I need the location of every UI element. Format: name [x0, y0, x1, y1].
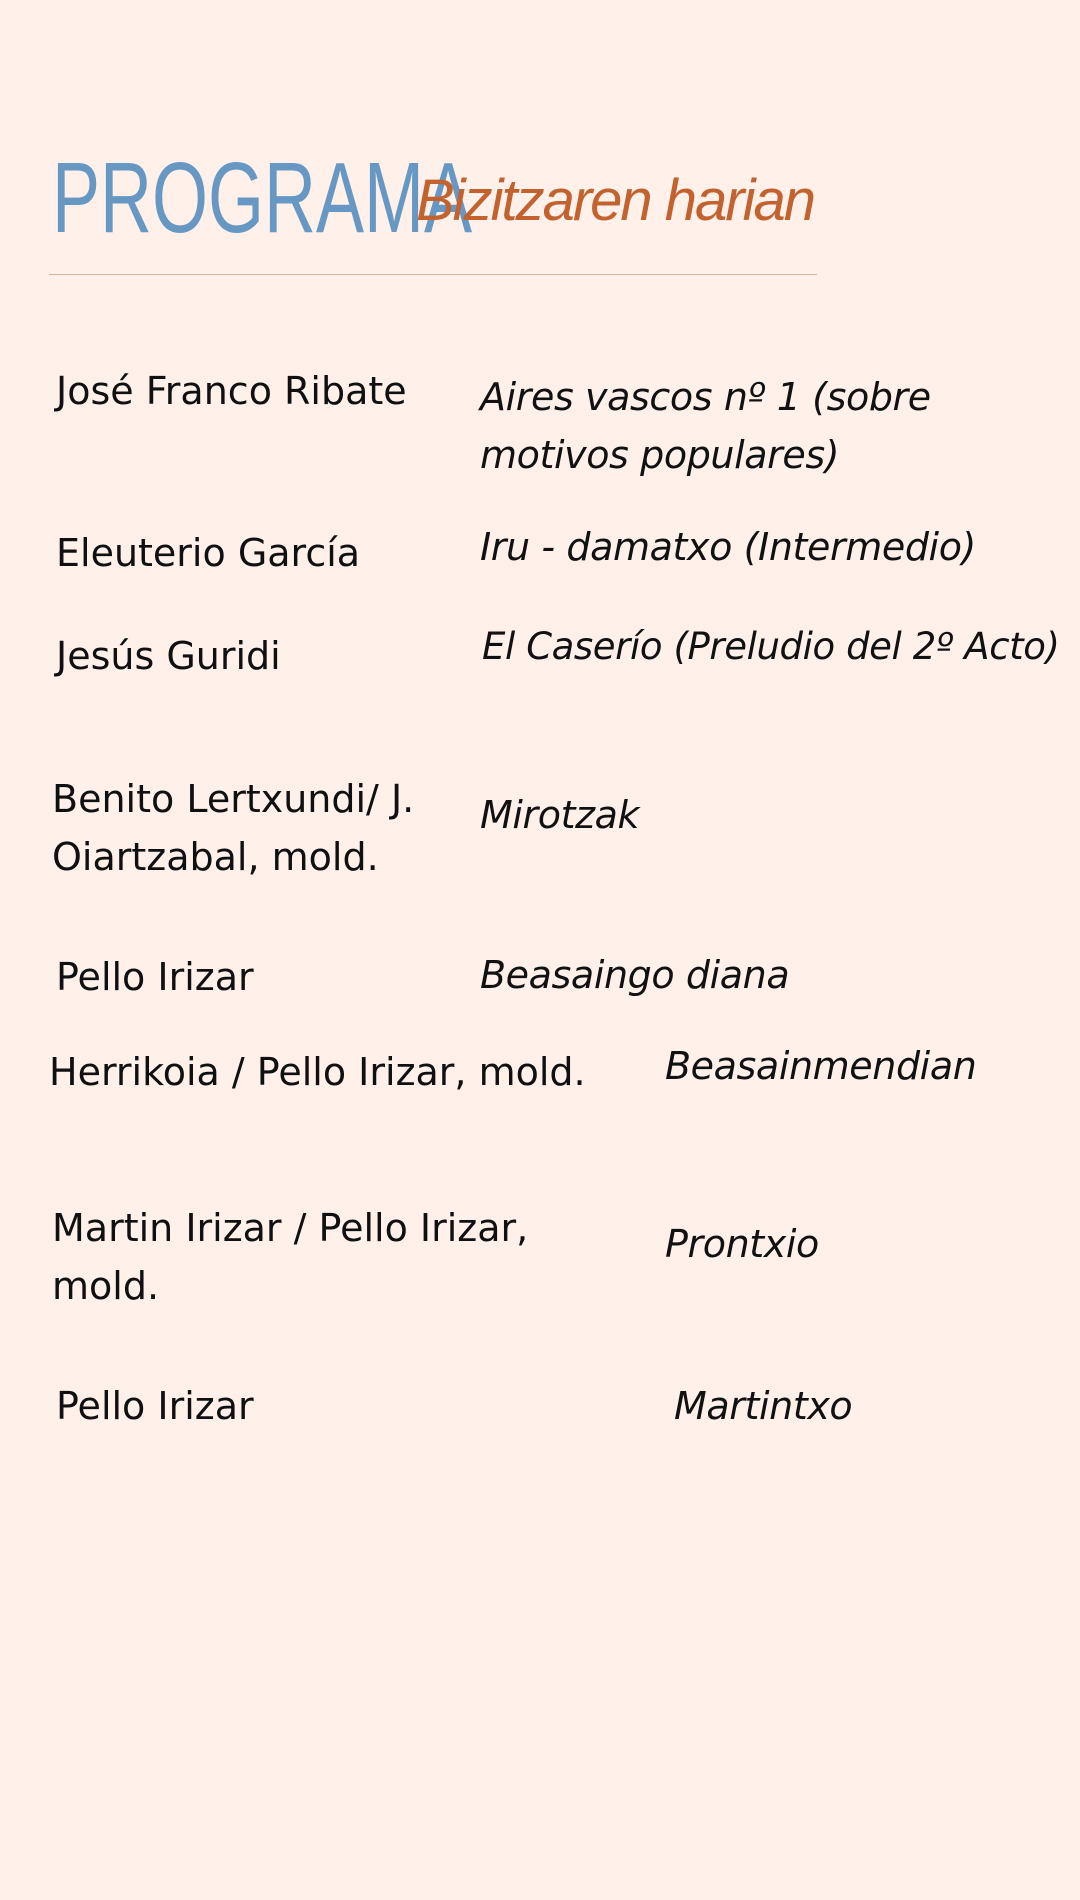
program-item-2-work: Iru - damatxo (Intermedio) [480, 525, 976, 569]
program-item-3-composer: Jesús Guridi [56, 634, 281, 678]
program-item-8-work: Martintxo [674, 1384, 853, 1428]
program-item-5-composer: Pello Irizar [56, 955, 254, 999]
program-item-1-composer: José Franco Ribate [56, 369, 407, 413]
program-item-4-work: Mirotzak [480, 793, 640, 837]
program-item-7-composer: Martin Irizar / Pello Irizar, mold. [52, 1206, 529, 1308]
program-subtitle: Bizitzaren harian [416, 168, 814, 233]
program-item-4-composer: Benito Lertxundi/ J. Oiartzabal, mold. [52, 777, 415, 879]
title-divider [49, 274, 817, 275]
program-item-2-composer: Eleuterio García [56, 531, 361, 575]
program-item-6-composer: Herrikoia / Pello Irizar, mold. [49, 1050, 586, 1094]
program-item-6-work: Beasainmendian [665, 1044, 977, 1088]
program-item-3-work: El Caserío (Preludio del 2º Acto) [482, 625, 1060, 668]
program-item-1-work: Aires vascos nº 1 (sobre motivos populares) [480, 375, 931, 477]
program-title: PROGRAMA [52, 142, 473, 254]
program-item-5-work: Beasaingo diana [480, 953, 790, 997]
program-item-8-composer: Pello Irizar [56, 1384, 254, 1428]
program-item-7-work: Prontxio [665, 1222, 819, 1266]
